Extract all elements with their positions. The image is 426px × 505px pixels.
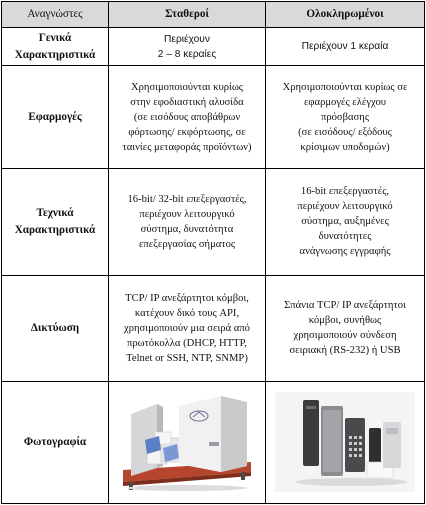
text-line: Περιέχουν bbox=[164, 33, 210, 45]
row-networking bbox=[2, 275, 425, 381]
label-photo bbox=[2, 381, 109, 503]
row-applications bbox=[2, 66, 425, 169]
fixed-rfid-reader-photo bbox=[117, 392, 257, 492]
text-line: κόμβοι, συνήθως bbox=[308, 315, 382, 327]
text-line: πρωτόκολλα (DHCP, HTTP, bbox=[127, 337, 247, 349]
text-line: πρόσβασης bbox=[320, 111, 370, 123]
label-networking-line: Δικτύωση bbox=[30, 321, 80, 334]
general-fixed-cell bbox=[109, 28, 266, 66]
photo-fixed-cell bbox=[109, 381, 266, 503]
text-line: TCP/ IP ανεξάρτητοι κόμβοι, bbox=[125, 292, 249, 304]
integrated-rfid-readers-photo bbox=[275, 392, 415, 492]
networking-fixed-cell bbox=[109, 275, 266, 381]
label-applications-line: Εφαρμογές bbox=[28, 110, 82, 123]
text-line: Περιέχουν 1 κεραία bbox=[301, 41, 389, 53]
row-photo bbox=[2, 381, 425, 503]
text-line: Χρησιμοποιούνται κυρίως bbox=[130, 81, 244, 93]
text-line: επεξεργασίας σήματος bbox=[138, 238, 236, 250]
label-applications bbox=[2, 66, 109, 169]
text-line: περιέχουν λειτουργικό bbox=[297, 201, 393, 213]
photo-integrated-cell bbox=[266, 381, 425, 503]
text-line: (σε εισόδους αποβάθρων bbox=[133, 111, 241, 123]
text-line: κρίσιμων υποδομών) bbox=[300, 141, 390, 153]
row-technical bbox=[2, 169, 425, 275]
header-row bbox=[2, 2, 425, 28]
technical-integrated-cell bbox=[266, 169, 425, 275]
text-line: 2 – 8 κεραίες bbox=[157, 48, 217, 60]
text-line: Σπάνια TCP/ IP ανεξάρτητοι bbox=[284, 300, 406, 312]
label-general-line: Χαρακτηριστικά bbox=[14, 48, 96, 61]
general-integrated-cell bbox=[266, 28, 425, 66]
text-line: σύστημα, αυξημένες bbox=[301, 216, 389, 228]
text-line: χρησιμοποιούν σύνδεση bbox=[293, 330, 397, 342]
text-line: Telnet or SSH, NTP, SNMP) bbox=[126, 352, 248, 364]
technical-fixed-cell bbox=[109, 169, 266, 275]
label-technical-line: Τεχνικά bbox=[36, 206, 74, 219]
label-technical-line: Χαρακτηριστικά bbox=[14, 223, 96, 236]
label-photo-line: Φωτογραφία bbox=[23, 435, 87, 448]
label-networking bbox=[2, 275, 109, 381]
header-integrated: Ολοκληρωμένοι bbox=[266, 2, 425, 28]
applications-integrated-cell bbox=[266, 66, 425, 169]
text-line: 16-bit/ 32-bit επεξεργαστές, bbox=[127, 193, 247, 205]
text-line: στην εφοδιαστική αλυσίδα bbox=[130, 96, 244, 108]
text-line: χρησιμοποιούν μια σειρά από bbox=[124, 322, 250, 334]
text-line: 16-bit επεξεργαστές, bbox=[300, 186, 390, 198]
text-line: ταινίες μεταφοράς προϊόντων) bbox=[122, 141, 252, 153]
label-technical bbox=[2, 169, 109, 275]
text-line: σειριακή (RS-232) ή USB bbox=[289, 345, 401, 357]
text-line: εφαρμογές ελέγχου bbox=[303, 96, 387, 108]
text-line: σύστημα, δυνατότητα bbox=[140, 223, 234, 235]
text-line: Χρησιμοποιούνται κυρίως σε bbox=[282, 81, 408, 93]
text-line: ανάγνωσης εγγραφής bbox=[299, 246, 391, 258]
text-line: περιέχουν λειτουργικό bbox=[139, 208, 235, 220]
text-line: δυνατότητες bbox=[318, 231, 372, 243]
networking-integrated-cell bbox=[266, 275, 425, 381]
label-general-line: Γενικά bbox=[38, 31, 72, 44]
reader-comparison-table bbox=[1, 1, 425, 504]
label-general bbox=[2, 28, 109, 66]
text-line: (σε εισόδους/ εξόδους bbox=[298, 126, 392, 138]
header-fixed: Σταθεροί bbox=[109, 2, 266, 28]
text-line: φόρτωσης/ εκφόρτωσης, σε bbox=[128, 126, 246, 138]
applications-fixed-cell bbox=[109, 66, 266, 169]
text-line: κατέχουν δικό τους API, bbox=[134, 307, 240, 319]
header-readers: Αναγνώστες bbox=[2, 2, 109, 28]
row-general bbox=[2, 28, 425, 66]
